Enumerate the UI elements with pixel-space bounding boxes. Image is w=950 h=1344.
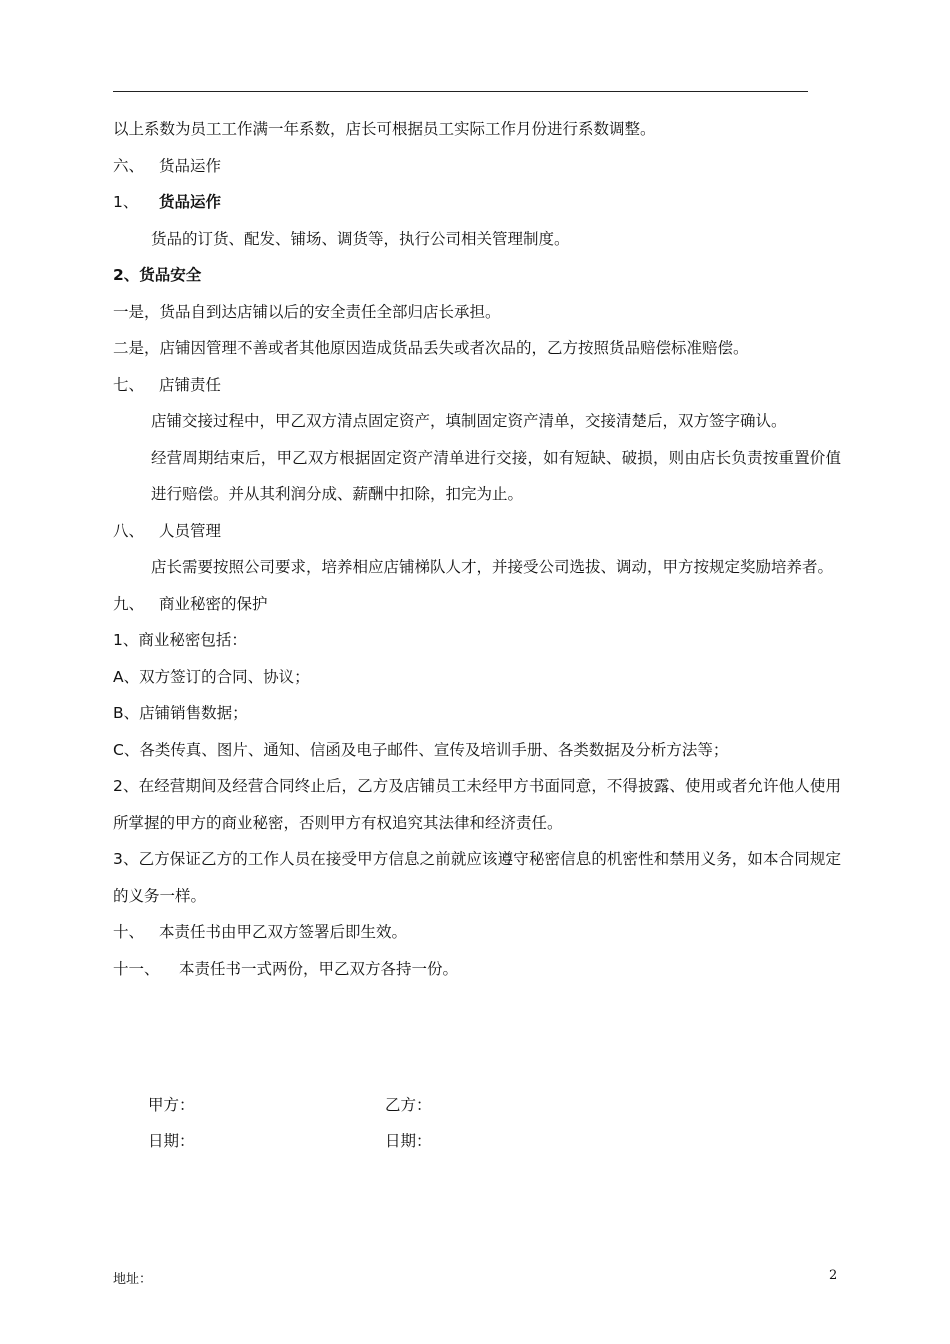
section-8-heading — [113, 513, 841, 550]
section-7-heading — [113, 367, 841, 404]
subsection-6-2-heading: 2、货品安全 — [113, 266, 202, 284]
section-title: 人员管理 — [159, 521, 222, 540]
section-9-item-c: C、各类传真、图片、通知、信函及电子邮件、宣传及培训手册、各类数据及分析方法等； — [113, 740, 729, 759]
date-b-label: 日期： — [385, 1132, 432, 1150]
section-9-item-b: B、店铺销售数据； — [113, 704, 248, 722]
section-number: 八、 — [113, 521, 145, 540]
section-number: 十、 — [113, 923, 145, 941]
section-8-paragraph: 店长需要按照公司要求，培养相应店铺梯队人才，并接受公司选拔、调动，甲方按规定奖励培养者。 — [151, 558, 834, 576]
section-11 — [113, 951, 841, 988]
section-9-heading — [113, 586, 841, 623]
intro-paragraph: 以上系数为员工工作满一年系数，店长可根据员工实际工作月份进行系数调整。 — [113, 120, 656, 138]
party-a-label: 甲方： — [148, 1096, 195, 1114]
section-number: 六、 — [113, 156, 145, 175]
subsection-title: 货品运作 — [159, 193, 222, 211]
date-row — [148, 1123, 648, 1159]
section-text: 本责任书一式两份，甲乙双方各持一份。 — [179, 959, 459, 978]
subsection-6-1-text: 货品的订货、配发、铺场、调货等，执行公司相关管理制度。 — [151, 229, 570, 248]
section-9-item-2: 2、在经营期间及经营合同终止后，乙方及店铺员工未经甲方书面同意，不得披露、使用或者允许他人使用所掌握的甲方的商业秘密，否则甲方有权追究其法律和经济责任。 — [113, 777, 841, 832]
subsection-6-1-heading — [113, 184, 841, 221]
subsection-number: 1、 — [113, 193, 139, 211]
section-7-paragraph-1: 店铺交接过程中，甲乙双方清点固定资产，填制固定资产清单，交接清楚后，双方签字确认。 — [151, 412, 787, 430]
subsection-6-2-item-1: 一是，货品自到达店铺以后的安全责任全部归店长承担。 — [113, 302, 501, 321]
section-number: 十一、 — [113, 959, 160, 978]
section-number: 七、 — [113, 375, 145, 394]
signature-block — [148, 1087, 648, 1159]
header-rule — [113, 91, 808, 92]
page-number: 2 — [829, 1268, 838, 1283]
signature-row — [148, 1087, 648, 1123]
subsection-6-2-item-2: 二是，店铺因管理不善或者其他原因造成货品丢失或者次品的，乙方按照货品赔偿标准赔偿。 — [113, 339, 749, 357]
footer-address-label: 地址： — [113, 1272, 153, 1287]
party-b-label: 乙方： — [385, 1096, 432, 1114]
section-9-item-3: 3、乙方保证乙方的工作人员在接受甲方信息之前就应该遵守秘密信息的机密性和禁用义务，如本合同规定的义务一样。 — [113, 850, 841, 905]
section-text: 本责任书由甲乙双方签署后即生效。 — [159, 923, 408, 941]
section-number: 九、 — [113, 594, 145, 613]
section-9-item-1: 1、商业秘密包括： — [113, 631, 247, 649]
document-body — [113, 111, 841, 987]
section-title: 店铺责任 — [159, 375, 222, 394]
date-a-label: 日期： — [148, 1132, 195, 1150]
section-title: 货品运作 — [159, 156, 222, 175]
section-9-item-a: A、双方签订的合同、协议； — [113, 667, 310, 686]
section-7-paragraph-2: 经营周期结束后，甲乙双方根据固定资产清单进行交接，如有短缺、破损，则由店长负责按重置价值进行赔偿。并从其利润分成、薪酬中扣除，扣完为止。 — [151, 448, 841, 503]
section-10 — [113, 914, 841, 951]
section-6-heading — [113, 148, 841, 185]
section-title: 商业秘密的保护 — [159, 594, 268, 613]
